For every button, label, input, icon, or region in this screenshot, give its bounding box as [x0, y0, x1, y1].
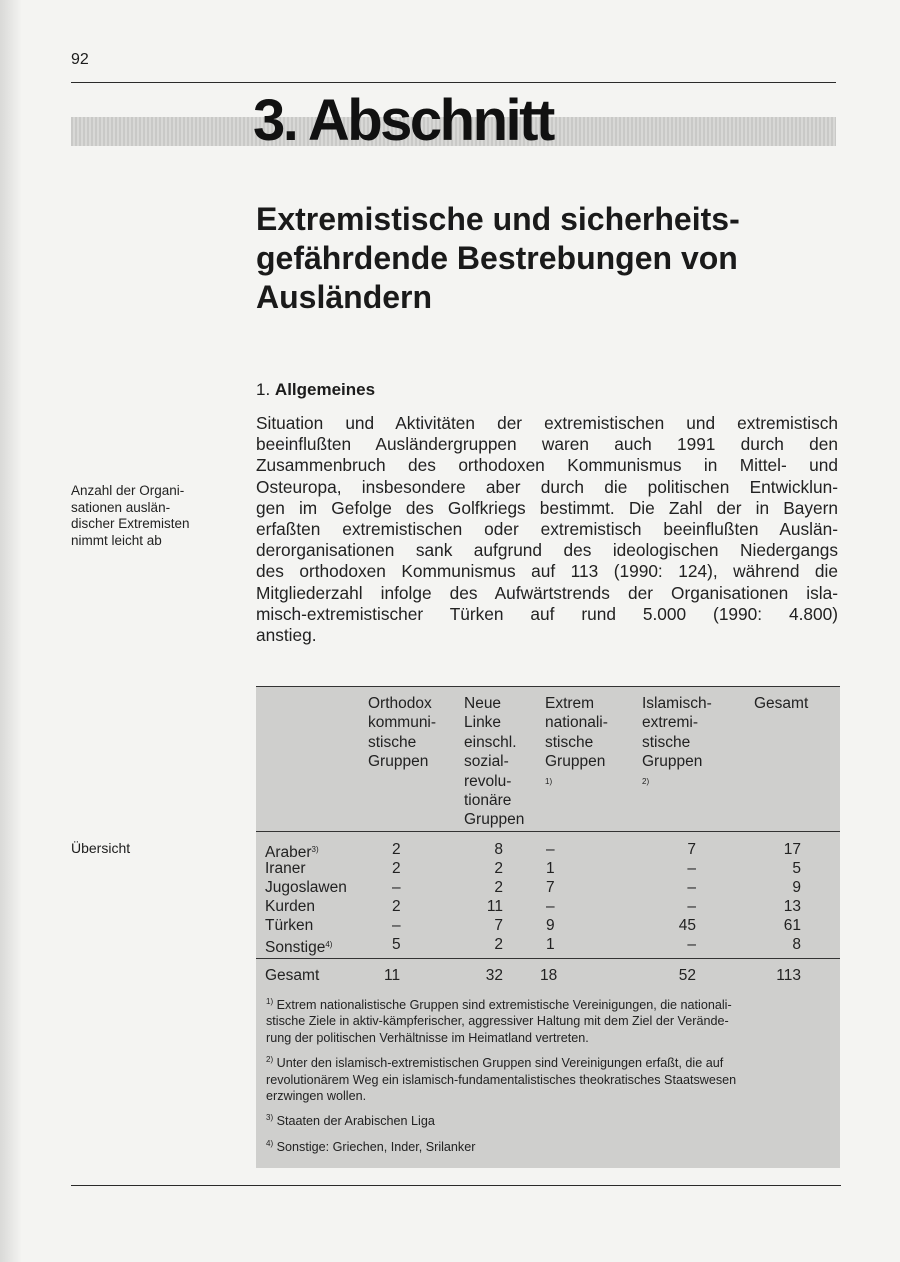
- column-header-islamisch-extremistisch: Islamisch- extremi- stische Gruppen $^{2)}$: [642, 695, 712, 786]
- margin-note-line: nimmt leicht ab: [71, 532, 162, 548]
- body-line: derorganisationen sank aufgrund des ideologischen Niedergangs: [256, 540, 838, 561]
- table-cell: 8: [494, 841, 503, 858]
- table-cell: 9: [792, 879, 801, 896]
- table-cell: 45: [678, 917, 696, 934]
- table-cell: –: [392, 879, 401, 896]
- table-cell: 17: [783, 841, 801, 858]
- footnote: $^{3)}$ Staaten der Arabischen Liga: [266, 1113, 435, 1129]
- subsection-heading: [256, 380, 375, 400]
- page-edge-shadow: [0, 0, 22, 1262]
- body-line: Zusammenbruch des orthodoxen Kommunismus in Mittel- und: [256, 455, 838, 476]
- row-label: Sonstige$^{4)}$: [265, 939, 333, 956]
- column-header-extrem-nationalistisch: Extrem nationali- stische Gruppen $^{1)}$: [545, 695, 608, 786]
- section-title: 3. Abschnitt: [253, 88, 553, 153]
- body-line: gen im Gefolge des Golfkriegs bestimmt. Die Zahl der in Bayern: [256, 497, 838, 518]
- total-cell: 113: [776, 967, 801, 984]
- table-cell: 1: [546, 860, 555, 877]
- body-line: erfaßten extremistischen oder extremistisch beeinflußten Auslän-: [256, 519, 838, 540]
- row-label: Türken: [265, 917, 314, 934]
- footnote: $^{1)}$ Extrem nationalistische Gruppen sind extremistische Vereinigungen, die nationali- stische Ziele in aktiv-kämpferischer, aggressiver Haltung mit dem Ziel der Verände- rung der politischen Verhältnisse im Heimatland vertreten.: [266, 997, 732, 1045]
- body-line: Mitgliederzahl infolge des Aufwärtstrends der Organisationen isla-: [256, 582, 838, 603]
- body-line: misch-extremistischer Türken auf rund 5.000 (1990: 4.800): [256, 603, 838, 624]
- row-label: Iraner: [265, 860, 306, 877]
- body-paragraph: [256, 413, 838, 646]
- subsection-number: 1.: [256, 380, 271, 399]
- total-cell: 32: [485, 967, 503, 984]
- body-line: beeinflußten Ausländergruppen waren auch 1991 durch den: [256, 434, 838, 455]
- header-rule: [71, 82, 836, 83]
- total-row-label: Gesamt: [265, 967, 320, 984]
- footnote: $^{4)}$ Sonstige: Griechen, Inder, Srilanker: [266, 1138, 476, 1154]
- table-cell: 1: [546, 936, 555, 953]
- table-cell: –: [687, 898, 696, 915]
- body-line: Osteuropa, insbesondere aber durch die politischen Entwicklun-: [256, 476, 838, 497]
- table-cell: –: [687, 879, 696, 896]
- table-footnotes: [266, 994, 836, 1161]
- margin-note: [71, 483, 241, 549]
- chapter-title-line: gefährdende Bestrebungen von: [256, 240, 738, 276]
- table-margin-label: Übersicht: [71, 840, 131, 856]
- footer-rule: [71, 1185, 841, 1186]
- table-cell: –: [392, 917, 401, 934]
- total-cell: 18: [540, 967, 558, 984]
- table-cell: 11: [486, 898, 503, 915]
- table-cell: 5: [792, 860, 801, 877]
- overview-table: [256, 686, 840, 1168]
- table-top-rule: [256, 686, 840, 687]
- total-cell: 11: [384, 967, 401, 984]
- table-cell: 61: [783, 917, 801, 934]
- table-header-rule: [256, 831, 840, 832]
- column-header-orthodox: Orthodox kommuni- stische Gruppen: [368, 695, 437, 771]
- table-cell: 2: [494, 879, 503, 896]
- margin-note-line: discher Extremisten: [71, 516, 190, 531]
- footnote: $^{2)}$ Unter den islamisch-extremistischen Gruppen sind Vereinigungen erfaßt, die auf revolutionärem Weg ein islamisch-fundamentalistisches theokratisches Staatswesen erzwingen wollen.: [266, 1055, 737, 1104]
- body-line: anstieg.: [256, 625, 317, 646]
- table-cell: 2: [392, 860, 401, 877]
- margin-note-line: Anzahl der Organi-: [71, 483, 185, 498]
- margin-note-line: sationen auslän-: [71, 499, 171, 515]
- row-label: Jugoslawen: [265, 879, 347, 896]
- table-cell: 2: [392, 841, 401, 858]
- table-cell: 8: [792, 936, 801, 953]
- chapter-title: [256, 200, 836, 317]
- body-line: Situation und Aktivitäten der extremistischen und extremistisch: [256, 413, 838, 433]
- table-cell: –: [687, 936, 696, 953]
- row-label: Kurden: [265, 898, 315, 915]
- table-cell: 7: [687, 841, 696, 858]
- subsection-label: Allgemeines: [274, 380, 376, 399]
- table-cell: –: [687, 860, 696, 877]
- table-cell: 13: [783, 898, 801, 915]
- table-cell: –: [546, 841, 555, 858]
- table-cell: 2: [494, 860, 503, 877]
- table-cell: 5: [392, 936, 401, 953]
- table-cell: 7: [546, 879, 555, 896]
- table-cell: 2: [392, 898, 401, 915]
- table-cell: 9: [546, 917, 555, 934]
- chapter-title-line: Extremistische und sicherheits-: [256, 201, 740, 237]
- table-cell: 7: [494, 917, 503, 934]
- total-cell: 52: [678, 967, 696, 984]
- chapter-title-line: Ausländern: [256, 279, 433, 315]
- row-label: Araber$^{3)}$: [265, 844, 319, 861]
- body-line: des orthodoxen Kommunismus auf 113 (1990: 124), während die: [256, 561, 838, 582]
- column-header-gesamt: Gesamt: [754, 695, 809, 712]
- column-header-neue-linke: Neue Linke einschl. sozial- revolu- tionäre Gruppen: [464, 695, 525, 829]
- page-number: 92: [71, 51, 89, 68]
- table-cell: –: [546, 898, 555, 915]
- table-total-rule: [256, 958, 840, 959]
- table-cell: 2: [494, 936, 503, 953]
